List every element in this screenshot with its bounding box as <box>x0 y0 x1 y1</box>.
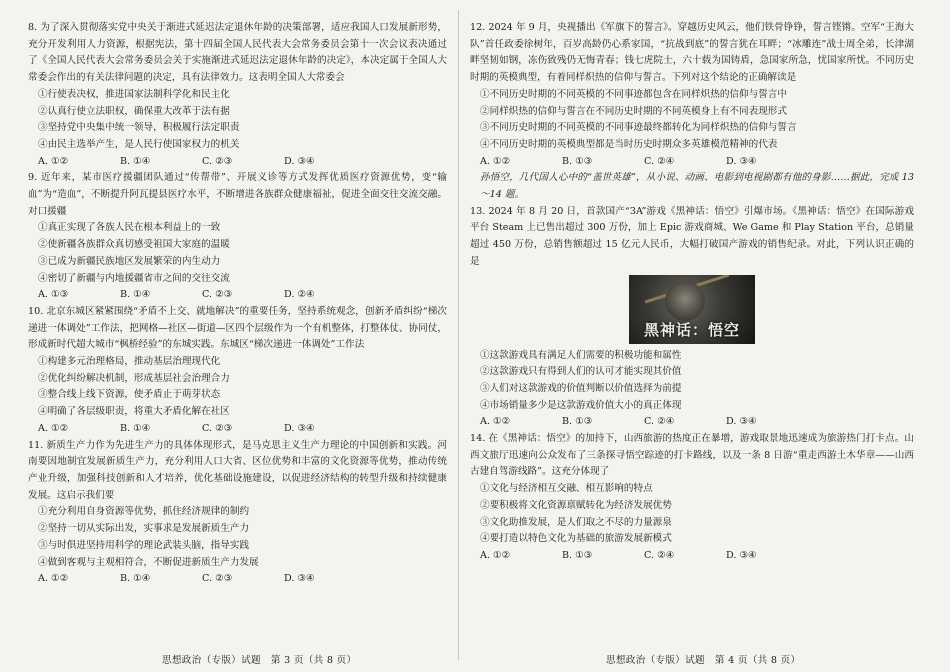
question-14-stem: 14. 在《黑神话：悟空》的加持下，山西旅游的热度正在暴增，游戏取景地迅速成为旅游热门打卡点。山西文旅厅迅速向公众发布了三条探寻悟空踪迹的打卡路线，以及一条 8 日游“重走西游土木华章——山西古建自驾游线路”。这充分体现了 <box>470 433 914 478</box>
question-13-answers <box>470 414 914 431</box>
answer-b: B. ①③ <box>562 549 593 561</box>
game-cover-image <box>629 275 755 344</box>
question-13-stem: 13. 2024 年 8 月 20 日，首款国产“3A”游戏《黑神话：悟空》引爆市场。《黑神话：悟空》在国际游戏平台 Steam 上已售出超过 300 万份，加上 Epic 游戏商城、We Game 和 Play Station 平台，总销量超过 450 万份，总销售额超过 15 亿元人民币，大幅打破国产游戏的销售纪录。对此，下列认识正确的是 <box>470 205 914 267</box>
question-11-option-2: ②坚持一切从实际出发，实事求是发展新质生产力 <box>38 523 250 535</box>
answer-b: B. ①④ <box>120 422 151 434</box>
question-13-option-3: ③人们对这款游戏的价值判断以价值选择为前提 <box>480 382 682 394</box>
answer-c: C. ②④ <box>644 155 675 167</box>
question-10-option-3: ③整合线上线下资源，使矛盾止于萌芽状态 <box>38 389 221 401</box>
answer-d: D. ③④ <box>726 416 757 428</box>
question-9-option-4: ④密切了新疆与内地援疆省市之间的交往交流 <box>38 272 230 284</box>
context-paragraph: 孙悟空，几代国人心中的“盖世英雄”，从小说、动画、电影到电视剧都有他的身影……据此，完成 13～14 题。 <box>480 172 914 201</box>
page-divider <box>458 10 459 660</box>
answer-a: A. ①② <box>38 422 69 434</box>
question-12-stem: 12. 2024 年 9 月，央视播出《军旗下的誓言》。穿越历史风云，他们铁骨铮铮，誓言铿锵。空军“王海大队”首任政委徐树年，百岁高龄仍心系家国，“抗战到底”的誓言犹在耳畔；“冰雕连”战士周全弟，长津湖畔坚韧如钢，冻伤致残仍无悔青春；钱七虎院士，六十载为国铸盾，急国家所急，忧国家所忧。不同历史时期的英模典型，有着同样炽热的信仰与誓言。下列对这个结论的正确解读是 <box>470 22 914 84</box>
question-10-option-4: ④明确了各层级职责，将重大矛盾化解在社区 <box>38 406 230 418</box>
answer-b: B. ①③ <box>562 416 593 428</box>
answer-a: A. ①② <box>38 155 69 167</box>
question-14-answers <box>470 548 914 565</box>
question-12-answers <box>470 154 914 171</box>
question-8-option-3: ③坚持党中央集中统一领导，积极履行法定职责 <box>38 122 240 134</box>
question-14 <box>470 431 914 565</box>
question-12-option-1: ①不同历史时期的不同英模的不同事迹都包含在同样炽热的信仰与誓言中 <box>480 88 787 100</box>
question-10-stem: 10. 北京东城区紧紧围绕“矛盾不上交、就地解决”的重要任务，坚持系统观念，创新矛盾纠纷“梯次递进一体调处”工作法，把网格—社区—街道—区四个层级作为一个有机整体，打整体仗、协同仗，形成新时代超大城市“枫桥经验”的东城实践。东城区“梯次递进一体调处”工作法 <box>28 305 447 351</box>
answer-b: B. ①④ <box>120 289 151 301</box>
question-14-option-1: ①文化与经济相互交融、相互影响的特点 <box>480 483 653 495</box>
question-14-option-2: ②要积极将文化资源禀赋转化为经济发展优势 <box>480 499 672 511</box>
answer-b: B. ①④ <box>120 155 151 167</box>
answer-c: C. ②③ <box>202 155 233 167</box>
answer-d: D. ③④ <box>726 549 757 561</box>
question-9-option-1: ①真正实现了各族人民在根本利益上的一致 <box>38 222 221 234</box>
question-8-stem: 8. 为了深入贯彻落实党中央关于渐进式延迟法定退休年龄的决策部署，适应我国人口发展新形势，充分开发利用人力资源，根据宪法，第十四届全国人民代表大会常务委员会第十一次会议表决通过了《全国人民代表大会常务委员会关于实施渐进式延迟法定退休年龄的决定》，本决定属于全国人大常委会作出的有关法律问题的决定，具有法律效力。这表明全国人大常委会 <box>28 22 447 84</box>
question-12-option-2: ②同样炽热的信仰与誓言在不同历史时期的不同英模身上有不同表现形式 <box>480 105 787 117</box>
answer-c: C. ②③ <box>202 422 233 434</box>
answer-a: A. ①② <box>38 573 69 585</box>
question-9-option-3: ③已成为新疆民族地区发展繁荣的内生动力 <box>38 255 221 267</box>
question-13-option-2: ②这款游戏只有得到人们的认可才能实现其价值 <box>480 366 682 378</box>
answer-a: A. ①③ <box>38 289 69 301</box>
answer-a: A. ①② <box>480 155 511 167</box>
answer-d: D. ③④ <box>284 422 315 434</box>
question-14-option-3: ③文化助推发展，是人们取之不尽的力量源泉 <box>480 516 672 528</box>
question-11 <box>28 438 447 588</box>
answer-d: D. ③④ <box>726 155 757 167</box>
question-10-answers <box>28 421 447 438</box>
question-11-option-4: ④做到客观与主观相符合，不断促进新质生产力发展 <box>38 556 259 568</box>
question-14-option-4: ④要打造以特色文化为基础的旅游发展新模式 <box>480 533 672 545</box>
question-9-option-2: ②使新疆各族群众真切感受祖国大家庭的温暖 <box>38 239 230 251</box>
right-page <box>470 20 914 565</box>
right-page-footer: 思想政治（专版）试题 第 4 页（共 8 页） <box>606 655 801 666</box>
answer-c: C. ②③ <box>202 573 233 585</box>
question-9-stem: 9. 近年来，某市医疗援疆团队通过“传帮带”、开展义诊等方式发挥优质医疗资源优势，变“输血”为“造血”，不断提升阿瓦提县医疗水平，不断增进各族群众健康福祉，促进全面交往交流交融。对口援疆 <box>28 172 447 217</box>
answer-d: D. ②④ <box>284 289 315 301</box>
wukong-figure <box>665 281 705 321</box>
question-10-option-2: ②优化纠纷解决机制，形成基层社会治理合力 <box>38 372 230 384</box>
question-10 <box>28 304 447 438</box>
left-page <box>28 20 447 588</box>
answer-c: C. ②③ <box>202 289 233 301</box>
question-12-option-4: ④不同历史时期的英模典型都是当时历史时期众多英雄模范精神的代表 <box>480 138 778 150</box>
question-12 <box>470 20 914 170</box>
question-10-option-1: ①构建多元治理格局，推动基层治理现代化 <box>38 356 221 368</box>
question-11-option-1: ①充分利用自身资源等优势，抓住经济规律的制约 <box>38 506 250 518</box>
answer-b: B. ①④ <box>120 573 151 585</box>
question-12-option-3: ③不同历史时期的不同英模的不同事迹最终都转化为同样炽热的信仰与誓言 <box>480 122 797 134</box>
question-9 <box>28 170 447 304</box>
answer-c: C. ②④ <box>644 549 675 561</box>
question-8-answers <box>28 154 447 171</box>
answer-d: D. ③④ <box>284 155 315 167</box>
question-9-answers <box>28 287 447 304</box>
question-13-option-4: ④市场销量多少是这款游戏价值大小的真正体现 <box>480 399 682 411</box>
question-13 <box>470 204 914 431</box>
question-11-stem: 11. 新质生产力作为先进生产力的具体体现形式，是马克思主义生产力理论的中国创新和实践。河南要因地制宜发展新质生产力，充分利用人口大省、区位优势和丰富的文化资源等优势，推动传统产业升级，加强科技创新和人才培养，优化基础设施建设，以促进经济结构的转型升级和持续健康发展。这启示我们要 <box>28 439 447 501</box>
left-page-footer: 思想政治（专版）试题 第 3 页（共 8 页） <box>162 655 357 666</box>
question-13-option-1: ①这款游戏具有满足人们需要的积极功能和属性 <box>480 349 682 361</box>
answer-d: D. ③④ <box>284 573 315 585</box>
answer-b: B. ①③ <box>562 155 593 167</box>
question-11-answers <box>28 571 447 588</box>
question-11-option-3: ③与时俱进坚持用科学的理论武装头脑，指导实践 <box>38 539 250 551</box>
answer-a: A. ①② <box>480 549 511 561</box>
question-8 <box>28 20 447 170</box>
question-8-option-1: ①行使表决权，推进国家法制科学化和民主化 <box>38 88 230 100</box>
answer-c: C. ②④ <box>644 416 675 428</box>
game-title-text: 黑神话：悟空 <box>643 320 740 339</box>
answer-a: A. ①② <box>480 416 511 428</box>
question-8-option-2: ②认真行使立法职权，确保重大改革于法有据 <box>38 105 230 117</box>
question-8-option-4: ④由民主选举产生，是人民行使国家权力的机关 <box>38 138 240 150</box>
